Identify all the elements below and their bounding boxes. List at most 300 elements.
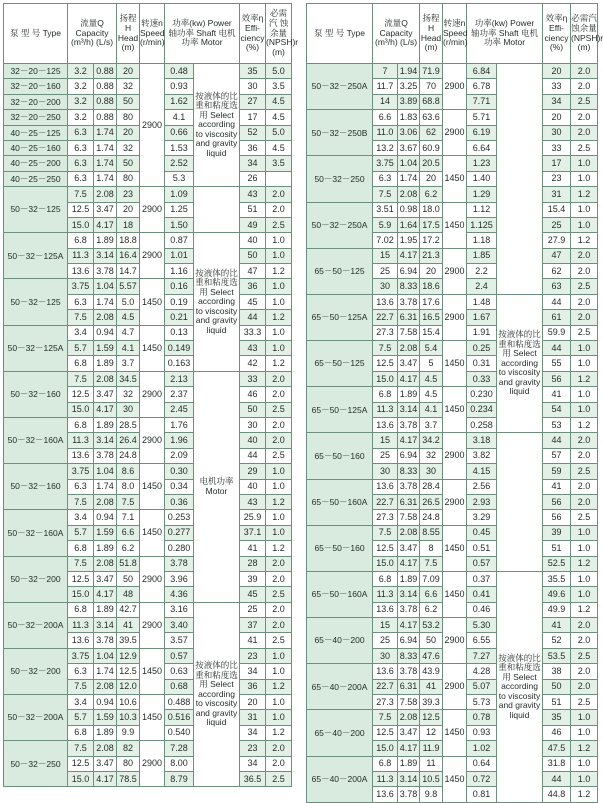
shaft-power-cell: 0.163	[165, 356, 194, 371]
shaft-power-cell: 1.01	[165, 248, 194, 263]
npsh-cell: 1.2	[571, 371, 598, 386]
efficiency-cell: 23	[240, 648, 266, 663]
efficiency-cell: 44	[240, 448, 266, 463]
npsh-cell: 2.5	[266, 633, 292, 648]
head-cell: 34.5	[117, 371, 140, 386]
npsh-cell: 1.0	[571, 571, 598, 586]
efficiency-cell: 45	[240, 587, 266, 602]
capacity-m3h-cell: 12.5	[68, 756, 94, 771]
head-cell: 11	[420, 756, 443, 771]
table-row	[4, 187, 292, 202]
npsh-cell: 2.0	[571, 679, 598, 694]
capacity-ls-cell: 2.08	[94, 494, 117, 509]
motor-note-cell: 电机功率 Motor	[194, 371, 240, 602]
speed-cell: 1450	[443, 525, 467, 571]
shaft-power-cell: 7.71	[467, 94, 497, 109]
efficiency-cell: 35	[240, 64, 266, 79]
npsh-cell: 1.2	[571, 417, 598, 432]
shaft-power-cell: 1.67	[467, 310, 497, 325]
capacity-ls-cell: 2.08	[398, 341, 420, 356]
head-cell: 8	[420, 541, 443, 556]
npsh-cell: 2.5	[571, 464, 598, 479]
header-capacity: 流量Q Capacity (m³/h) (L/s)	[68, 4, 117, 64]
head-cell: 78.5	[117, 771, 140, 786]
head-cell: 41	[420, 679, 443, 694]
capacity-ls-cell: 1.83	[398, 110, 420, 125]
speed-cell: 2900	[443, 433, 467, 479]
left-table-panel	[3, 3, 299, 787]
shaft-power-cell: 5.71	[467, 110, 497, 125]
shaft-power-cell: 0.540	[165, 725, 194, 740]
table-row	[307, 248, 598, 263]
table-row	[307, 294, 598, 309]
speed-cell: 1450	[140, 648, 165, 694]
head-cell: 11.9	[420, 741, 443, 756]
head-cell: 47.6	[420, 648, 443, 663]
efficiency-cell: 57	[543, 448, 571, 463]
capacity-ls-cell: 1.64	[398, 217, 420, 232]
shaft-power-cell: 6.84	[467, 64, 497, 79]
shaft-power-cell: 0.66	[165, 125, 194, 140]
capacity-ls-cell: 4.17	[398, 433, 420, 448]
capacity-m3h-cell: 15.0	[373, 371, 398, 386]
npsh-cell: 1.0	[571, 710, 598, 725]
capacity-ls-cell: 1.04	[94, 648, 117, 663]
pump-type-cell: 50－32－125	[4, 187, 68, 233]
efficiency-cell: 59	[543, 464, 571, 479]
table-row	[4, 741, 292, 756]
efficiency-cell: 20	[543, 110, 571, 125]
pump-type-cell: 50－32－200	[4, 556, 68, 602]
npsh-cell: 1.0	[571, 725, 598, 740]
head-cell: 8.0	[117, 479, 140, 494]
pump-type-cell: 40－25－160	[4, 140, 68, 155]
capacity-ls-cell: 2.08	[94, 556, 117, 571]
capacity-m3h-cell: 25	[373, 264, 398, 279]
table-row	[307, 433, 598, 448]
capacity-ls-cell: 1.74	[398, 171, 420, 186]
motor-note-cell: 按液体的比重和粘度选用 Select according to viscosity and gravity liquid	[194, 233, 240, 372]
npsh-cell: 2.0	[571, 125, 598, 140]
pump-type-cell: 32－20－200	[4, 94, 68, 109]
head-cell: 26.5	[420, 494, 443, 509]
capacity-m3h-cell: 15	[373, 618, 398, 633]
capacity-m3h-cell: 30	[373, 648, 398, 663]
speed-cell: 1450	[443, 202, 467, 248]
capacity-ls-cell: 3.78	[398, 479, 420, 494]
head-cell: 5	[420, 356, 443, 371]
efficiency-cell: 59.9	[543, 325, 571, 340]
table-row	[307, 571, 598, 586]
head-cell: 8.6	[117, 464, 140, 479]
npsh-cell: 1.0	[266, 710, 292, 725]
pump-type-cell: 50－32－250A	[307, 202, 373, 248]
capacity-m3h-cell: 30	[373, 464, 398, 479]
shaft-power-cell: 6.64	[467, 140, 497, 155]
capacity-ls-cell: 3.25	[398, 79, 420, 94]
motor-note-cell: 按液体的比重和粘度选用 Select according to viscosity and gravity liquid	[497, 571, 543, 802]
pump-type-cell: 50－32－160	[4, 371, 68, 417]
head-cell: 8.55	[420, 525, 443, 540]
capacity-ls-cell: 3.78	[398, 664, 420, 679]
head-cell: 12.5	[117, 664, 140, 679]
shaft-power-cell: 3.29	[467, 510, 497, 525]
head-cell: 20	[117, 202, 140, 217]
shaft-power-cell: 2.4	[467, 279, 497, 294]
capacity-m3h-cell: 22.7	[373, 310, 398, 325]
npsh-cell: 1.2	[266, 494, 292, 509]
capacity-ls-cell: 1.94	[398, 64, 420, 79]
shaft-power-cell: 0.258	[467, 417, 497, 432]
table-row	[4, 233, 292, 248]
capacity-ls-cell: 0.88	[94, 110, 117, 125]
speed-cell: 1450	[140, 510, 165, 556]
efficiency-cell: 49.9	[543, 602, 571, 617]
pump-type-cell: 65－40－200A	[307, 664, 373, 710]
npsh-cell: 1.0	[266, 248, 292, 263]
capacity-ls-cell: 4.17	[94, 402, 117, 417]
capacity-ls-cell: 8.33	[398, 464, 420, 479]
efficiency-cell: 40	[240, 233, 266, 248]
head-cell: 9.9	[117, 725, 140, 740]
capacity-m3h-cell: 6.8	[68, 541, 94, 556]
capacity-ls-cell: 4.17	[398, 741, 420, 756]
efficiency-cell: 31	[240, 710, 266, 725]
head-cell: 20	[420, 264, 443, 279]
head-cell: 50	[117, 156, 140, 171]
efficiency-cell: 44	[240, 310, 266, 325]
head-cell: 80	[117, 756, 140, 771]
npsh-cell: 2.0	[266, 202, 292, 217]
capacity-m3h-cell: 3.2	[68, 64, 94, 79]
efficiency-cell: 43	[240, 494, 266, 509]
capacity-m3h-cell: 7	[373, 64, 398, 79]
efficiency-cell: 41	[543, 387, 571, 402]
table-row	[307, 202, 598, 217]
shaft-power-cell: 0.13	[165, 325, 194, 340]
efficiency-cell: 63	[543, 279, 571, 294]
efficiency-cell: 33	[543, 140, 571, 155]
npsh-cell: 2.5	[571, 695, 598, 710]
table-row	[4, 648, 292, 663]
head-cell: 30	[420, 464, 443, 479]
capacity-ls-cell: 2.08	[398, 187, 420, 202]
efficiency-cell: 27.9	[543, 233, 571, 248]
capacity-m3h-cell: 15.0	[68, 587, 94, 602]
shaft-power-cell: 0.87	[165, 233, 194, 248]
capacity-m3h-cell: 12.5	[68, 571, 94, 586]
npsh-cell: 1.2	[266, 679, 292, 694]
capacity-m3h-cell: 6.8	[68, 417, 94, 432]
efficiency-cell: 47	[240, 264, 266, 279]
capacity-ls-cell: 0.88	[94, 64, 117, 79]
table-row	[4, 325, 292, 340]
head-cell: 5.0	[117, 294, 140, 309]
header-power: 功率(kw) Power 轴功率 Shaft 电机功率 Motor	[165, 4, 240, 64]
pump-type-cell: 65－50－125A	[307, 387, 373, 433]
capacity-ls-cell: 2.08	[94, 371, 117, 386]
head-cell: 18	[117, 217, 140, 232]
head-cell: 21.3	[420, 248, 443, 263]
efficiency-cell: 33	[543, 79, 571, 94]
table-row	[307, 341, 598, 356]
npsh-cell: 1.0	[266, 341, 292, 356]
capacity-ls-cell: 2.08	[94, 310, 117, 325]
head-cell: 39.5	[117, 633, 140, 648]
capacity-m3h-cell: 6.6	[373, 110, 398, 125]
efficiency-cell: 30	[543, 125, 571, 140]
head-cell: 34.2	[420, 433, 443, 448]
npsh-cell: 2.5	[266, 402, 292, 417]
capacity-ls-cell: 3.14	[94, 248, 117, 263]
efficiency-cell: 35.5	[543, 571, 571, 586]
capacity-ls-cell: 3.14	[398, 771, 420, 786]
speed-cell: 2900	[443, 618, 467, 664]
speed-cell: 1450	[443, 571, 467, 617]
capacity-m3h-cell: 3.51	[373, 202, 398, 217]
shaft-power-cell: 0.31	[467, 356, 497, 371]
npsh-cell: 5.0	[266, 125, 292, 140]
npsh-cell: 1.0	[266, 233, 292, 248]
efficiency-cell: 23	[543, 171, 571, 186]
efficiency-cell: 31.8	[543, 756, 571, 771]
shaft-power-cell: 6.78	[467, 79, 497, 94]
efficiency-cell: 40	[240, 433, 266, 448]
npsh-cell: 1.2	[571, 233, 598, 248]
right-table-panel	[306, 3, 603, 803]
capacity-ls-cell: 0.98	[398, 202, 420, 217]
shaft-power-cell: 2.56	[467, 479, 497, 494]
shaft-power-cell: 1.91	[467, 325, 497, 340]
shaft-power-cell: 0.277	[165, 525, 194, 540]
efficiency-cell: 39	[240, 571, 266, 586]
head-cell: 70	[420, 79, 443, 94]
speed-cell: 1450	[140, 279, 165, 325]
head-cell: 7.5	[420, 556, 443, 571]
table-row	[307, 110, 598, 125]
shaft-power-cell: 8.79	[165, 771, 194, 786]
efficiency-cell: 44	[543, 294, 571, 309]
header-speed: 转速n Speed (r/min)	[443, 4, 467, 64]
capacity-m3h-cell: 15.0	[68, 402, 94, 417]
npsh-cell: 2.0	[571, 479, 598, 494]
shaft-power-cell: 0.149	[165, 341, 194, 356]
capacity-ls-cell: 1.74	[94, 664, 117, 679]
capacity-ls-cell: 3.47	[94, 571, 117, 586]
capacity-m3h-cell: 6.8	[373, 387, 398, 402]
npsh-cell: 2.0	[571, 264, 598, 279]
capacity-ls-cell: 8.33	[398, 279, 420, 294]
npsh-cell: 4.5	[266, 110, 292, 125]
head-cell: 24.8	[117, 448, 140, 463]
capacity-ls-cell: 4.17	[94, 217, 117, 232]
capacity-m3h-cell: 6.3	[68, 156, 94, 171]
capacity-m3h-cell: 6.8	[68, 602, 94, 617]
efficiency-cell: 26	[240, 171, 266, 186]
efficiency-cell: 25	[240, 602, 266, 617]
capacity-m3h-cell: 3.75	[68, 279, 94, 294]
efficiency-cell: 25.9	[240, 510, 266, 525]
head-cell: 3.7	[420, 417, 443, 432]
capacity-ls-cell: 2.08	[398, 710, 420, 725]
head-cell: 18.6	[420, 279, 443, 294]
capacity-m3h-cell: 7.5	[68, 494, 94, 509]
capacity-m3h-cell: 3.4	[68, 695, 94, 710]
capacity-ls-cell: 6.31	[398, 679, 420, 694]
efficiency-cell: 46	[240, 387, 266, 402]
shaft-power-cell: 3.82	[467, 448, 497, 463]
capacity-m3h-cell: 13.6	[68, 264, 94, 279]
npsh-cell: 2.5	[266, 587, 292, 602]
shaft-power-cell: 0.51	[467, 541, 497, 556]
capacity-m3h-cell: 11.3	[373, 402, 398, 417]
speed-cell: 1450	[443, 156, 467, 202]
npsh-cell: 1.2	[571, 187, 598, 202]
capacity-m3h-cell: 7.5	[373, 187, 398, 202]
capacity-m3h-cell: 3.4	[68, 510, 94, 525]
shaft-power-cell: 2.93	[467, 494, 497, 509]
capacity-ls-cell: 2.08	[94, 679, 117, 694]
capacity-m3h-cell: 6.8	[373, 756, 398, 771]
npsh-cell: 2.0	[266, 756, 292, 771]
table-row	[307, 64, 598, 79]
shaft-power-cell: 0.253	[165, 510, 194, 525]
head-cell: 18.0	[420, 202, 443, 217]
capacity-m3h-cell: 12.5	[373, 541, 398, 556]
head-cell: 4.1	[117, 341, 140, 356]
head-cell: 82	[117, 741, 140, 756]
efficiency-cell: 41	[543, 479, 571, 494]
shaft-power-cell: 0.78	[467, 710, 497, 725]
shaft-power-cell: 0.68	[165, 679, 194, 694]
left-pump-table	[3, 3, 299, 787]
shaft-power-cell: 1.48	[467, 294, 497, 309]
capacity-m3h-cell: 11.3	[373, 587, 398, 602]
head-cell: 68.8	[420, 94, 443, 109]
npsh-cell: 2.5	[571, 279, 598, 294]
capacity-ls-cell: 1.89	[94, 356, 117, 371]
left-table-body	[4, 64, 292, 787]
shaft-power-cell: 1.02	[467, 741, 497, 756]
efficiency-cell: 29	[240, 464, 266, 479]
capacity-ls-cell: 4.17	[398, 248, 420, 263]
efficiency-cell: 62	[543, 264, 571, 279]
capacity-m3h-cell: 7.5	[68, 556, 94, 571]
table-row	[4, 695, 292, 710]
table-row	[307, 664, 598, 679]
head-cell: 20	[117, 64, 140, 79]
shaft-power-cell: 0.81	[467, 787, 497, 802]
efficiency-cell: 61	[543, 310, 571, 325]
npsh-cell: 1.0	[571, 356, 598, 371]
npsh-cell: 2.0	[266, 417, 292, 432]
efficiency-cell: 17	[240, 110, 266, 125]
efficiency-cell: 50	[240, 402, 266, 417]
head-cell: 20	[117, 125, 140, 140]
pump-type-cell: 40－25－125	[4, 125, 68, 140]
head-cell: 7.5	[117, 494, 140, 509]
npsh-cell: 2.0	[571, 64, 598, 79]
header-efficiency: 效率η Effi- ciency (%)	[240, 4, 266, 64]
capacity-ls-cell: 1.89	[94, 602, 117, 617]
npsh-cell: 2.0	[571, 433, 598, 448]
capacity-m3h-cell: 7.5	[373, 525, 398, 540]
capacity-ls-cell: 3.47	[94, 387, 117, 402]
capacity-m3h-cell: 27.3	[373, 695, 398, 710]
head-cell: 17.5	[420, 217, 443, 232]
capacity-ls-cell: 3.78	[398, 787, 420, 802]
pump-type-cell: 50－32－250A	[307, 64, 373, 110]
motor-note-cell	[497, 433, 543, 572]
efficiency-cell: 36	[240, 140, 266, 155]
capacity-m3h-cell: 15.0	[68, 217, 94, 232]
efficiency-cell: 30	[240, 417, 266, 432]
head-cell: 41	[117, 618, 140, 633]
shaft-power-cell: 5.07	[467, 679, 497, 694]
shaft-power-cell: 4.28	[467, 664, 497, 679]
capacity-m3h-cell: 7.5	[68, 371, 94, 386]
capacity-m3h-cell: 15.0	[68, 771, 94, 786]
npsh-cell: 2.0	[266, 433, 292, 448]
shaft-power-cell: 0.33	[467, 371, 497, 386]
capacity-ls-cell: 3.14	[94, 618, 117, 633]
efficiency-cell: 31	[543, 187, 571, 202]
npsh-cell: 2.0	[266, 387, 292, 402]
efficiency-cell: 15.4	[543, 202, 571, 217]
npsh-cell: 1.0	[266, 464, 292, 479]
capacity-m3h-cell: 30	[373, 279, 398, 294]
capacity-m3h-cell: 7.5	[68, 741, 94, 756]
shaft-power-cell: 1.16	[165, 264, 194, 279]
shaft-power-cell: 0.16	[165, 279, 194, 294]
efficiency-cell: 30	[240, 79, 266, 94]
capacity-m3h-cell: 13.2	[373, 140, 398, 155]
npsh-cell: 1.2	[571, 787, 598, 802]
capacity-m3h-cell: 15.0	[373, 741, 398, 756]
npsh-cell: 1.0	[571, 202, 598, 217]
capacity-m3h-cell: 3.75	[68, 464, 94, 479]
capacity-m3h-cell: 13.6	[68, 448, 94, 463]
table-row	[307, 710, 598, 725]
capacity-m3h-cell: 13.6	[68, 633, 94, 648]
speed-cell: 2900	[140, 741, 165, 787]
head-cell: 9.8	[420, 787, 443, 802]
pump-type-cell: 50－32－250	[4, 741, 68, 787]
npsh-cell: 4.5	[266, 94, 292, 109]
shaft-power-cell: 6.19	[467, 125, 497, 140]
capacity-ls-cell: 3.47	[398, 541, 420, 556]
shaft-power-cell: 1.12	[467, 202, 497, 217]
speed-cell: 2900	[140, 233, 165, 279]
speed-cell: 1450	[443, 756, 467, 802]
shaft-power-cell: 0.72	[467, 771, 497, 786]
capacity-ls-cell: 3.47	[94, 202, 117, 217]
capacity-m3h-cell: 6.3	[68, 125, 94, 140]
speed-cell: 1450	[140, 464, 165, 510]
capacity-m3h-cell: 6.8	[373, 571, 398, 586]
shaft-power-cell: 6.55	[467, 633, 497, 648]
capacity-m3h-cell: 5.9	[373, 217, 398, 232]
shaft-power-cell: 1.29	[467, 187, 497, 202]
npsh-cell: 1.0	[266, 664, 292, 679]
head-cell: 6.6	[420, 587, 443, 602]
shaft-power-cell: 2.52	[165, 156, 194, 171]
speed-cell: 1450	[443, 341, 467, 387]
table-row	[307, 156, 598, 171]
npsh-cell: 2.5	[571, 648, 598, 663]
npsh-cell: 2.5	[571, 140, 598, 155]
shaft-power-cell: 3.78	[165, 556, 194, 571]
